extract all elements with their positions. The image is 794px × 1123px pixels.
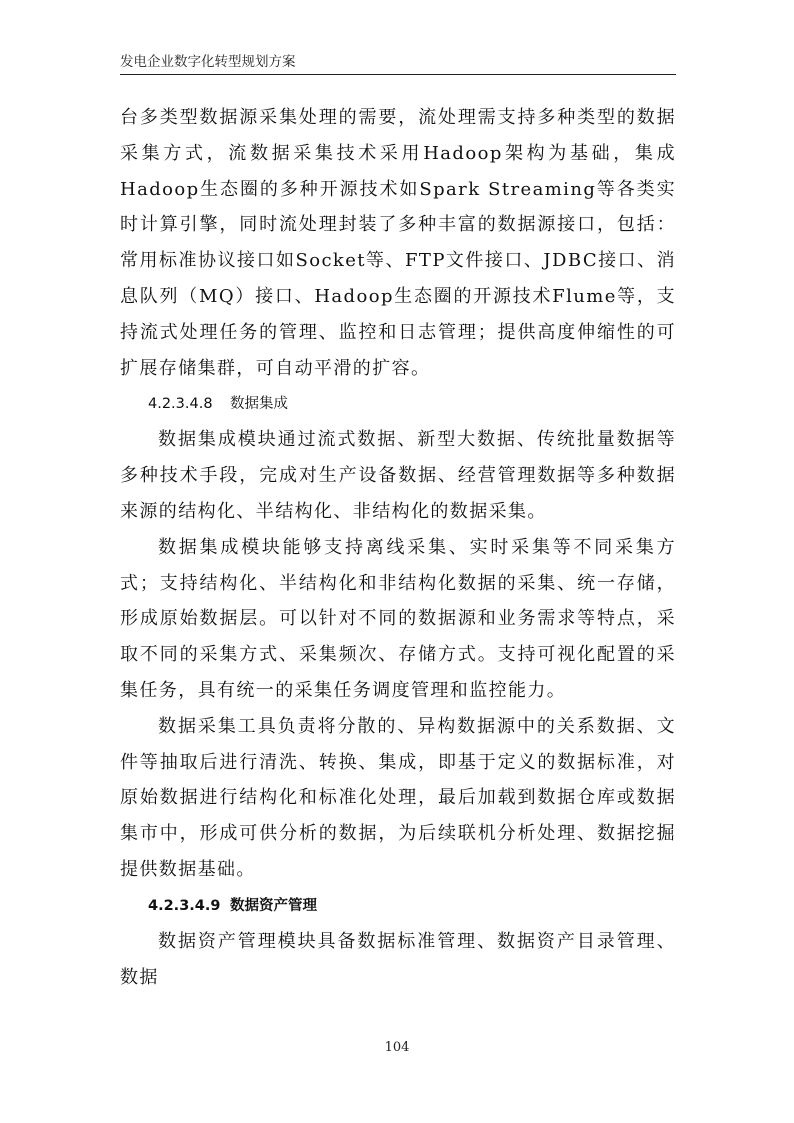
page-header bbox=[120, 52, 676, 75]
section-heading-4-2-3-4-9 bbox=[120, 888, 676, 924]
header-title: 发电企业数字化转型规划方案 bbox=[120, 54, 296, 70]
paragraph-data-asset-management: 数据资产管理模块具备数据标准管理、数据资产目录管理、数据 bbox=[120, 930, 676, 988]
section-number: 4.2.3.4.9 bbox=[148, 897, 221, 914]
section-number: 4.2.3.4.8 bbox=[148, 396, 213, 413]
section-heading-4-2-3-4-8 bbox=[120, 386, 676, 422]
section-title: 数据集成 bbox=[230, 396, 288, 413]
section-title: 数据资产管理 bbox=[230, 897, 317, 914]
paragraph-data-integration-modes: 数据集成模块能够支持离线采集、实时采集等不同采集方式；支持结构化、半结构化和非结构化数据的采集、统一存储，形成原始数据层。可以针对不同的数据源和业务需求等特点，采取不同的采集方式、采集频次、存储方式。支持可视化配置的采集任务，具有统一的采集任务调度管理和监控能力。 bbox=[120, 536, 676, 701]
document-body bbox=[120, 100, 676, 995]
page-number: 104 bbox=[384, 1040, 410, 1055]
paragraph-continued: 台多类型数据源采集处理的需要，流处理需支持多种类型的数据采集方式，流数据采集技术采用Hadoop架构为基础，集成Hadoop生态圈的多种开源技术如Spark Streaming等各类实时计算引擎，同时流处理封装了多种丰富的数据源接口，包括：常用标准协议接口如Socket等、FTP文件接口、JDBC接口、消息队列（MQ）接口、Hadoop生态圈的开源技术Flume等，支持流式处理任务的管理、监控和日志管理；提供高度伸缩性的可扩展存储集群，可自动平滑的扩容。 bbox=[120, 107, 676, 379]
paragraph-data-collection-tool: 数据采集工具负责将分散的、异构数据源中的关系数据、文件等抽取后进行清洗、转换、集成，即基于定义的数据标准，对原始数据进行结构化和标准化处理，最后加载到数据仓库或数据集市中，形成可供分析的数据，为后续联机分析处理、数据挖掘提供数据基础。 bbox=[120, 715, 676, 880]
paragraph-data-integration-intro: 数据集成模块通过流式数据、新型大数据、传统批量数据等多种技术手段，完成对生产设备数据、经营管理数据等多种数据来源的结构化、半结构化、非结构化的数据采集。 bbox=[120, 429, 676, 522]
